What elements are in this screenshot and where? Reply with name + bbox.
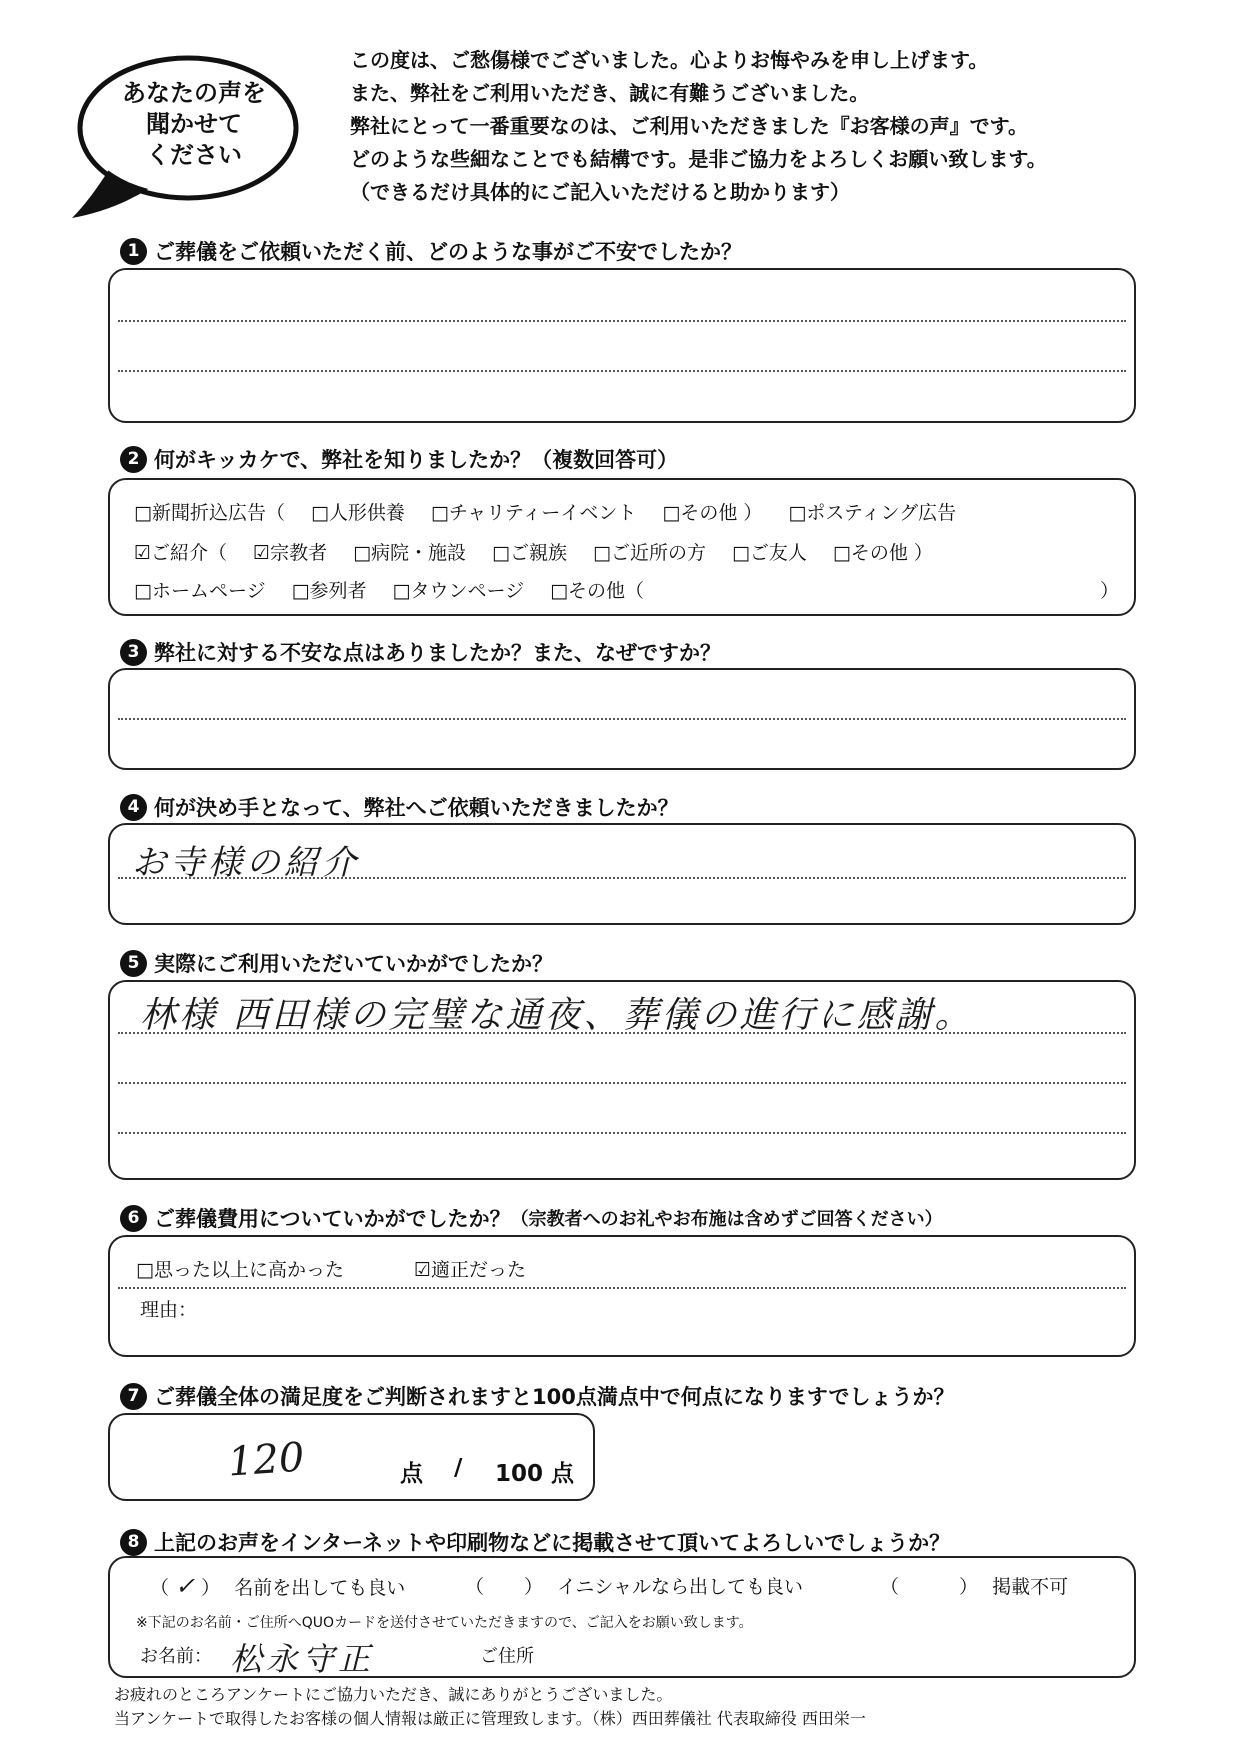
quo-card-note: ※下記のお名前・ご住所へQUOカードを送付させていただきますので、ご記入をお願い致します。 — [136, 1615, 753, 1631]
option-other-2[interactable]: □その他 ） — [832, 542, 933, 564]
bubble-line-1: あなたの声を — [122, 79, 266, 107]
option-doll-memorial[interactable]: □人形供養 — [310, 502, 405, 524]
question-number: 3 — [120, 639, 147, 666]
option-appropriate[interactable]: ☑適正だった — [413, 1259, 526, 1281]
answer-box-8 — [108, 1556, 1136, 1678]
answer-line — [118, 1132, 1126, 1134]
answer-box-6 — [108, 1235, 1136, 1357]
question-6-heading — [120, 1203, 943, 1233]
question-8-heading — [120, 1527, 950, 1557]
question-title: 何が決め手となって、弊社へご依頼いただきましたか？ — [154, 796, 679, 820]
option-townpage[interactable]: □タウンページ — [392, 580, 525, 602]
bubble-line-2: 聞かせて — [146, 110, 242, 138]
permission-option-label: イニシャルなら出しても良い — [557, 1576, 803, 1598]
question-title: 何がキッカケで、弊社を知りましたか？（複数回答可） — [154, 448, 679, 472]
answer-box-1[interactable] — [108, 268, 1136, 423]
answer-text: お寺様の紹介 — [132, 843, 360, 883]
answer-text: 林様 西田様の完璧な通夜、葬儀の進行に感謝。 — [140, 995, 974, 1036]
cost-options — [136, 1255, 552, 1282]
question-number: 8 — [120, 1529, 147, 1556]
question-4-heading — [120, 792, 679, 822]
intro-line: （できるだけ具体的にご記入いただけると助かります） — [350, 180, 850, 204]
score-box[interactable] — [108, 1413, 595, 1501]
question-3-heading — [120, 637, 721, 667]
intro-line: 弊社にとって一番重要なのは、ご利用いただきました『お客様の声』です。 — [350, 114, 1028, 138]
option-row-3-close: ） — [1100, 580, 1120, 602]
option-attendee[interactable]: □参列者 — [291, 580, 367, 602]
permission-option-label: 名前を出しても良い — [234, 1577, 406, 1599]
permission-option-none[interactable] — [880, 1572, 1068, 1599]
question-number: 5 — [120, 950, 147, 977]
question-title-note: （宗教者へのお礼やお布施は含めずご回答ください） — [510, 1209, 943, 1230]
paren-close: ） — [201, 1577, 221, 1599]
permission-option-initials[interactable] — [465, 1572, 803, 1599]
question-title: ご葬儀費用についていかがでしたか？ — [154, 1207, 511, 1231]
paren-close: ） — [959, 1576, 979, 1598]
option-row-3 — [134, 576, 670, 603]
option-relatives[interactable]: □ご親族 — [492, 542, 567, 564]
question-title: 弊社に対する不安な点はありましたか？また、なぜですか？ — [154, 641, 721, 665]
paren-open: （ — [880, 1576, 900, 1598]
question-title: 上記のお声をインターネットや印刷物などに掲載させて頂いてよろしいでしょうか？ — [154, 1531, 951, 1555]
intro-line: この度は、ご愁傷様でございました。心よりお悔やみを申し上げます。 — [350, 48, 989, 72]
intro-line: また、弊社をご利用いただき、誠に有難うございました。 — [350, 81, 870, 105]
question-number: 6 — [120, 1205, 147, 1232]
answer-box-3[interactable] — [108, 668, 1136, 770]
reason-label: 理由： — [140, 1299, 198, 1321]
intro-line: どのような些細なことでも結構です。是非ご協力をよろしくお願い致します。 — [350, 147, 1047, 171]
option-charity-event[interactable]: □チャリティーイベント — [430, 502, 637, 524]
question-title: 実際にご利用いただいていかがでしたか？ — [154, 952, 553, 976]
answer-box-5[interactable] — [108, 980, 1136, 1180]
permission-option-name[interactable] — [150, 1572, 405, 1600]
question-2-heading — [120, 444, 678, 474]
option-more-expensive[interactable]: □思った以上に高かった — [136, 1259, 344, 1281]
footer-thanks: お疲れのところアンケートにご協力いただき、誠にありがとうございました。 — [114, 1685, 673, 1704]
option-other-3[interactable]: □その他（ — [550, 580, 645, 602]
question-number: 4 — [120, 794, 147, 821]
option-friends[interactable]: □ご友人 — [731, 542, 807, 564]
question-5-heading — [120, 948, 553, 978]
bubble-line-3: ください — [146, 141, 242, 169]
option-neighbors[interactable]: □ご近所の方 — [593, 542, 706, 564]
answer-line — [118, 370, 1126, 372]
score-slash: / — [454, 1455, 463, 1481]
option-referral[interactable]: ☑ご紹介（ — [134, 542, 228, 564]
question-7-heading — [120, 1381, 954, 1411]
question-number: 7 — [120, 1383, 147, 1410]
check-mark-icon: ✓ — [175, 1572, 196, 1600]
answer-box-2 — [108, 478, 1136, 616]
option-hospital[interactable]: □病院・施設 — [353, 542, 467, 564]
paren-open: （ — [465, 1576, 485, 1598]
option-row-1 — [134, 498, 982, 525]
permission-option-label: 掲載不可 — [992, 1576, 1069, 1598]
footer-privacy: 当アンケートで取得したお客様の個人情報は厳正に管理致します。（株）西田葬儀社 代表取締役 西田栄一 — [114, 1709, 866, 1728]
answer-line — [118, 718, 1126, 720]
question-number: 1 — [120, 238, 147, 265]
option-homepage[interactable]: □ホームページ — [134, 580, 266, 602]
answer-box-4[interactable] — [108, 823, 1136, 925]
option-other-1[interactable]: □その他 ） — [662, 502, 763, 524]
option-religious[interactable]: ☑宗教者 — [253, 542, 328, 564]
answer-line — [118, 320, 1126, 322]
speech-bubble-text — [88, 78, 300, 171]
footer — [114, 1683, 866, 1731]
option-newspaper[interactable]: □新聞折込広告（ — [134, 502, 285, 524]
question-number: 2 — [120, 446, 147, 473]
option-row-2 — [134, 538, 959, 565]
name-value[interactable]: 松永守正 — [230, 1640, 375, 1678]
paren-open: （ — [150, 1577, 170, 1599]
score-max: 100 点 — [495, 1461, 575, 1487]
question-title: ご葬儀全体の満足度をご判断されますと100点満点中で何点になりますでしょうか？ — [154, 1385, 955, 1409]
intro-message — [350, 44, 1047, 209]
answer-line — [118, 1287, 1126, 1289]
paren-close: ） — [524, 1576, 544, 1598]
question-1-heading — [120, 236, 742, 266]
question-title: ご葬儀をご依頼いただく前、どのような事がご不安でしたか？ — [154, 240, 742, 264]
address-label: ご住所 — [480, 1646, 534, 1667]
score-unit: 点 — [400, 1461, 423, 1487]
option-posting-ad[interactable]: □ポスティング広告 — [788, 502, 957, 524]
score-value: 120 — [226, 1434, 306, 1486]
answer-line — [118, 1082, 1126, 1084]
name-label: お名前： — [140, 1646, 212, 1667]
